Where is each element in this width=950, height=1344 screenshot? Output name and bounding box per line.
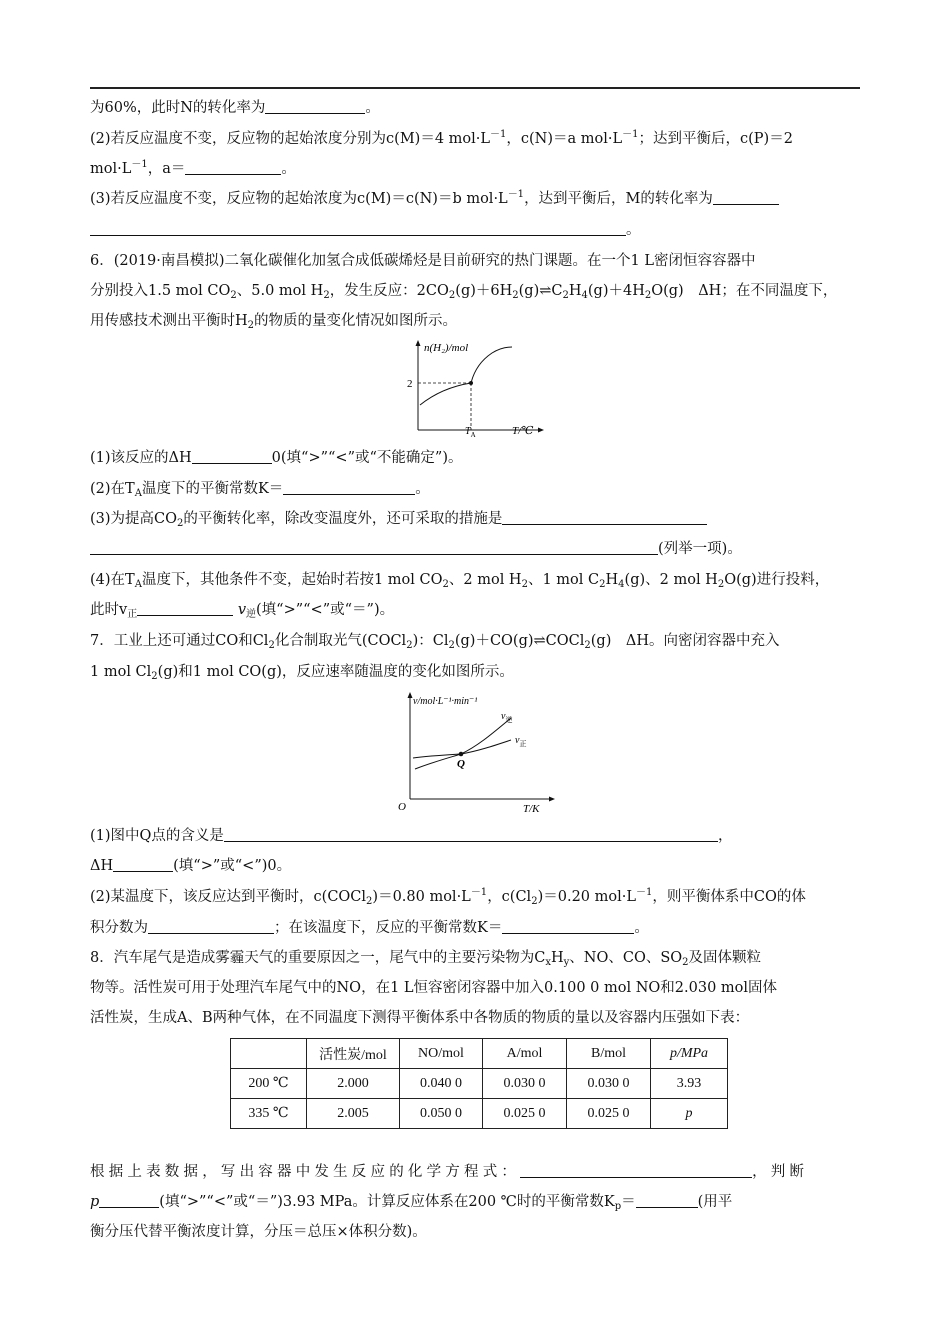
point-ta [469,381,473,385]
answer-blank[interactable] [520,1163,752,1178]
table-cell: 0.040 0 [400,1069,483,1099]
table-cell: 0.030 0 [567,1069,651,1099]
table-cell: 335 ℃ [231,1099,307,1129]
text-line: ΔH (填“>”或“<”)0。 [90,858,292,874]
table-header: 活性炭/mol [307,1039,400,1069]
equilibrium-table [230,1038,728,1129]
y-axis-label: n(H₂)/mol [424,342,469,354]
table-cell: 0.025 0 [483,1099,567,1129]
x-tick-label: $T_A$ [465,426,476,439]
text-line: (1)该反应的ΔH 0(填“>”“<”或“不能确定”)。 [90,450,463,466]
figure-rate-vs-temperature [393,688,563,816]
question-8-stem: 8．汽车尾气是造成雾霾天气的重要原因之一，尾气中的主要污染物为$C_xH_y$、NO、CO、$SO_2$及固体颗粒 [90,950,762,968]
question-6-stem: 6．(2019·南昌模拟)二氧化碳催化加氢合成低碳烯烃是目前研究的热门课题。在一个1 L密闭恒容容器中 [90,253,756,269]
answer-blank[interactable] [283,480,415,495]
table-header: p/MPa [651,1039,728,1069]
answer-blank[interactable] [137,601,233,616]
table-cell: p [651,1099,728,1129]
answer-blank[interactable] [185,160,281,175]
text-line: 物等。活性炭可用于处理汽车尾气中的NO，在1 L恒容密闭容器中加入0.100 0 mol NO和2.030 mol固体 [90,980,778,996]
table-cell: 3.93 [651,1069,728,1099]
answer-blank[interactable] [224,827,718,842]
text-line: 衡分压代替平衡浓度计算，分压＝总压×体积分数)。 [90,1224,427,1240]
figure-h2-vs-temperature [400,336,550,440]
curve-v-forward-label: $v_正$ [515,735,527,748]
answer-blank[interactable] [90,540,658,555]
text-line: (3)为提高$CO_2$的平衡转化率，除改变温度外，还可采取的措施是 [90,509,860,529]
text-line: 1 mol $Cl_2(g)$和1 mol CO(g)，反应速率随温度的变化如图所示。 [90,664,514,682]
point-q-label: Q [457,758,465,770]
table-cell: 200 ℃ [231,1069,307,1099]
x-axis-arrow [549,797,555,802]
top-rule [90,87,860,89]
table-cell: 2.000 [307,1069,400,1099]
answer-blank[interactable] [265,99,365,114]
table-header: A/mol [483,1039,567,1069]
text-line: p (填“>”“<”或“＝”)3.93 MPa。计算反应体系在200 ℃时的平衡常数$K_p=$ (用平 [90,1194,733,1212]
curve-v-reverse-label: $v_逆$ [501,711,513,724]
text-line: (2)若反应温度不变，反应物的起始浓度分别为c(M)＝4 $mol\cdot L^{-1}$，c(N)＝a $mol\cdot L^{-1}$；达到平衡后，c(P)＝2 [90,129,793,147]
x-axis-label: T/℃ [512,425,534,437]
origin-label: O [398,801,406,813]
table-header [231,1039,307,1069]
text-line: 分别投入1.5 mol $CO_2$、5.0 mol $H_2$，发生反应：$2CO_2(g)+6H_2(g)\rightleftharpoons C_2H_4(g)+4H_2O(g)$ ΔH；在不同温度下， [90,283,838,301]
table-cell: 0.050 0 [400,1099,483,1129]
answer-blank[interactable] [502,919,634,934]
table-cell: 0.025 0 [567,1099,651,1129]
table-cell: 0.030 0 [483,1069,567,1099]
x-axis-arrow [538,428,544,433]
answer-blank[interactable] [636,1193,698,1208]
point-q [459,752,464,757]
text-line: (1)图中Q点的含义是 ， [90,828,733,844]
y-tick-label: 2 [407,378,413,390]
question-7-stem: 7．工业上还可通过CO和$Cl_2$化合制取光气(COCl$_2$)：$Cl_2(g)+CO(g)\rightleftharpoons COCl_2(g)$ ΔH。向密闭容器中充入 [90,633,780,651]
text-line: 此时$v_正$ $v_逆$(填“>”“<”或“＝”)。 [90,602,395,620]
table-row [231,1069,728,1099]
text-line: (3)若反应温度不变，反应物的起始浓度为c(M)＝c(N)＝b $mol\cdot L^{-1}$，达到平衡后，M的转化率为 [90,189,860,209]
answer-blank[interactable] [502,510,707,525]
table-header: NO/mol [400,1039,483,1069]
table-header-row [231,1039,728,1069]
x-axis-label: T/K [523,803,540,815]
text-line: (列举一项)。 [90,539,860,559]
text-line: 活性炭，生成A、B两种气体，在不同温度下测得平衡体系中各物质的物质的量以及容器内压强如下表： [90,1010,750,1026]
y-axis-label: v/mol·L⁻¹·min⁻¹ [413,696,478,707]
text-line: (2)在$T_A$温度下的平衡常数K＝ 。 [90,481,430,499]
answer-blank[interactable] [713,190,779,205]
text-line: 根据上表数据，写出容器中发生反应的化学方程式： ，判断 [90,1164,809,1180]
table-cell: 2.005 [307,1099,400,1129]
text-line: $mol\cdot L^{-1}$，a＝ 。 [90,159,296,177]
text-line: (2)某温度下，该反应达到平衡时，c(COCl$_2$)＝0.80 $mol\cdot L^{-1}$，$c(Cl_2)=0.20$ $mol\cdot L^{-1}$，则平衡体系中CO的体 [90,887,806,907]
table-header: B/mol [567,1039,651,1069]
table-row [231,1099,728,1129]
text-line: 用传感技术测出平衡时$H_2$的物质的量变化情况如图所示。 [90,313,458,331]
text-line: 积分数为 ；在该温度下，反应的平衡常数K＝ 。 [90,920,649,936]
curve-h2 [420,347,512,405]
answer-blank[interactable] [148,919,274,934]
answer-blank[interactable] [113,857,173,872]
text-line: 为60%，此时N的转化率为 。 [90,100,380,116]
text-line: 。 [90,220,860,240]
answer-blank[interactable] [99,1193,159,1208]
y-axis-arrow [408,692,413,698]
answer-blank[interactable] [192,449,272,464]
text-line: (4)在$T_A$温度下，其他条件不变，起始时若按1 mol $CO_2$、2 mol $H_2$、1 mol $C_2H_4(g)$、2 mol $H_2O(g)$进行投料， [90,572,830,590]
y-axis-arrow [416,340,421,346]
answer-blank[interactable] [90,221,626,236]
